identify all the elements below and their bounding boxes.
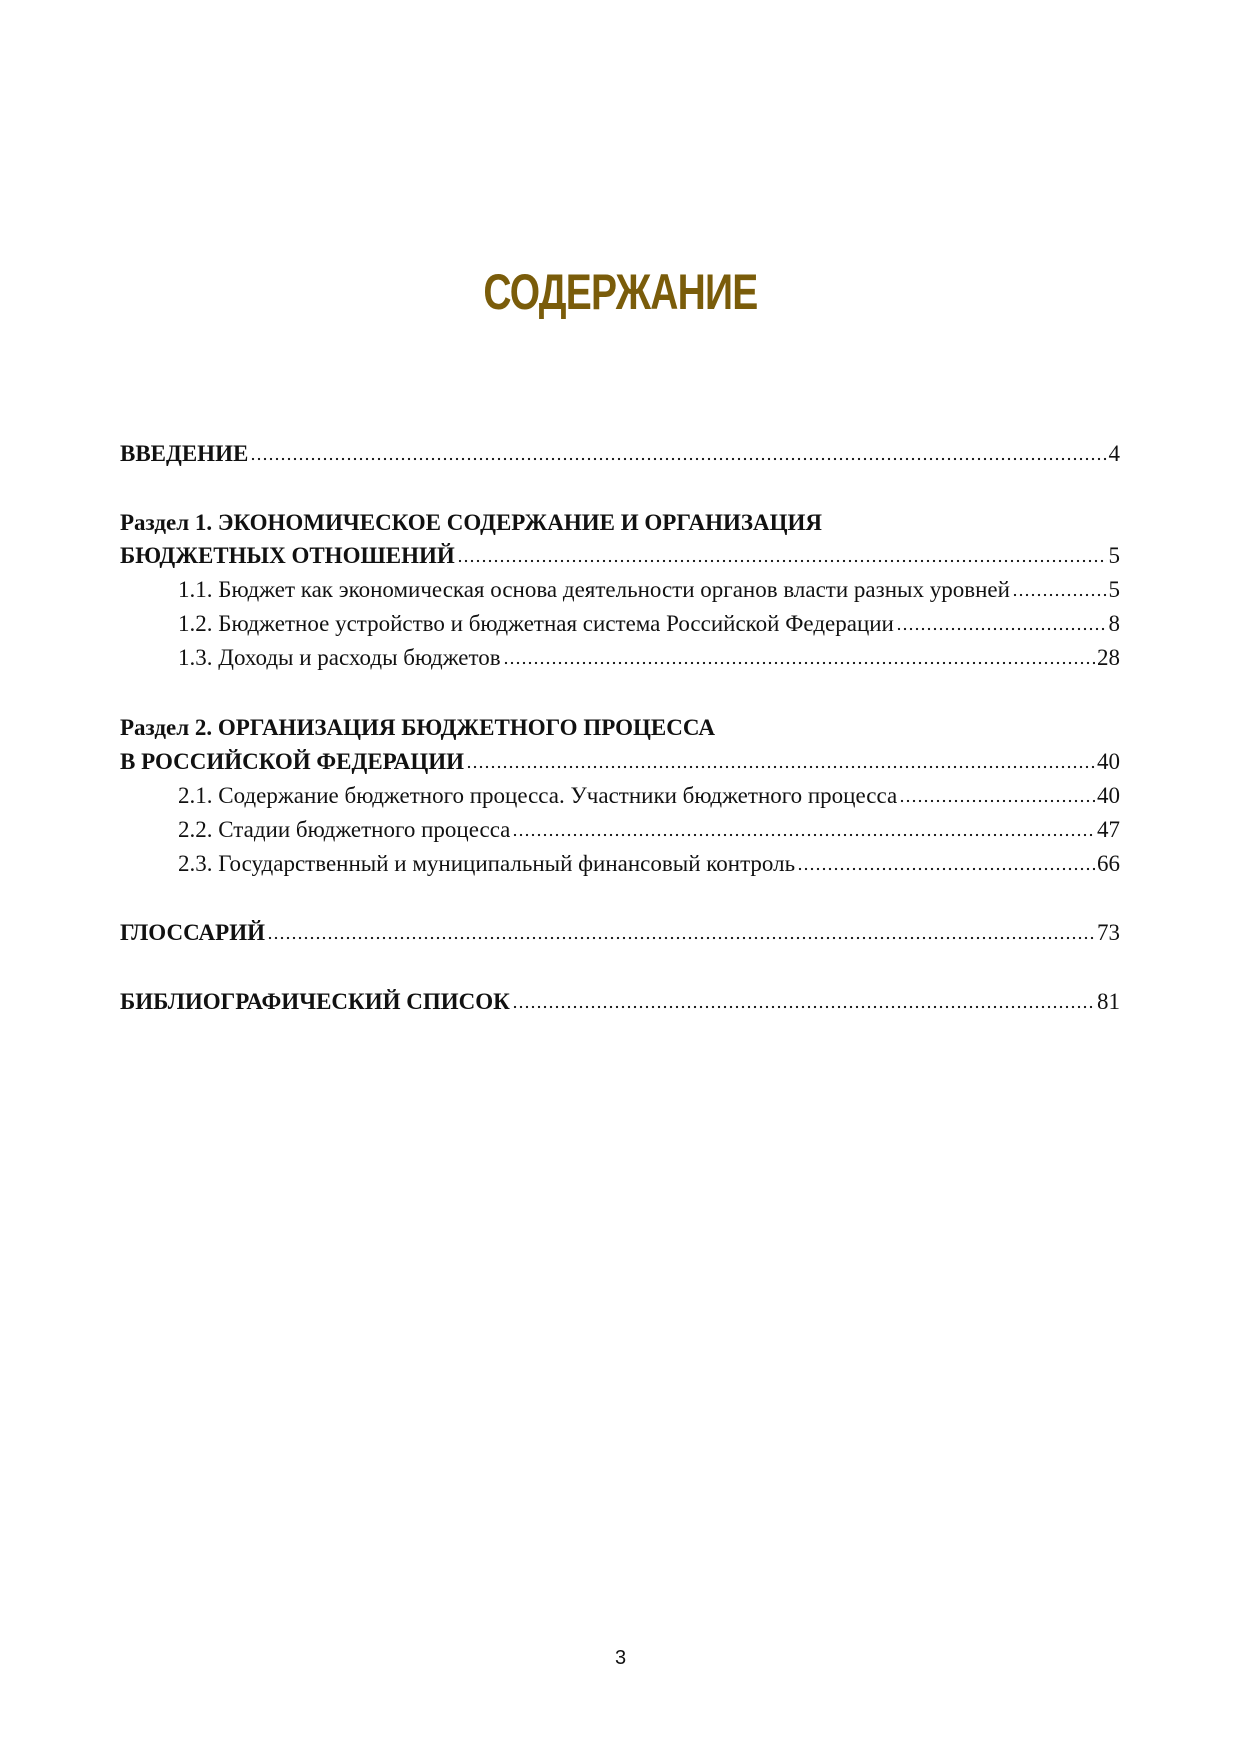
- toc-entry-title: 2.1. Содержание бюджетного процесса. Участники бюджетного процесса: [178, 783, 898, 808]
- toc-page-number: 8: [1108, 611, 1120, 636]
- toc-page-number: 40: [1097, 783, 1120, 808]
- toc-entry-section-1[interactable]: [120, 541, 1120, 571]
- toc-entry-2-1[interactable]: [178, 781, 1120, 811]
- toc-entry-2-3[interactable]: [178, 849, 1120, 879]
- dot-leader: [1012, 591, 1107, 599]
- toc-entry-title: 1.3. Доходы и расходы бюджетов: [178, 645, 501, 670]
- dot-leader: [896, 625, 1107, 633]
- toc-entry-title: 2.2. Стадии бюджетного процесса: [178, 817, 511, 842]
- toc-page-number: 4: [1108, 441, 1120, 466]
- toc-entry-title: 1.2. Бюджетное устройство и бюджетная система Российской Федерации: [178, 611, 894, 636]
- dot-leader: [503, 659, 1095, 667]
- toc-entry-title: БИБЛИОГРАФИЧЕСКИЙ СПИСОК: [120, 989, 510, 1014]
- toc-section-title-continued: БЮДЖЕТНЫХ ОТНОШЕНИЙ: [120, 543, 455, 568]
- toc-entry-1-3[interactable]: [178, 643, 1120, 673]
- toc-section-title: Раздел 2. ОРГАНИЗАЦИЯ БЮДЖЕТНОГО ПРОЦЕССА: [120, 715, 715, 740]
- dot-leader: [267, 934, 1095, 942]
- toc-page-number: 5: [1108, 543, 1120, 568]
- toc-entry-title: 2.3. Государственный и муниципальный финансовый контроль: [178, 851, 796, 876]
- toc-entry-title: 1.1. Бюджет как экономическая основа деятельности органов власти разных уровней: [178, 577, 1010, 602]
- dot-leader: [466, 763, 1095, 771]
- dot-leader: [899, 797, 1095, 805]
- toc-entry-2-2[interactable]: [178, 815, 1120, 845]
- toc-entry-1-1[interactable]: [178, 575, 1120, 605]
- toc-page-number: 66: [1097, 851, 1120, 876]
- page-number: 3: [614, 1647, 627, 1669]
- toc-section-title: Раздел 1. ЭКОНОМИЧЕСКОЕ СОДЕРЖАНИЕ И ОРГАНИЗАЦИЯ: [120, 510, 822, 535]
- toc-entry-glossary[interactable]: [120, 918, 1120, 948]
- page-title: СОДЕРЖАНИЕ: [483, 264, 758, 320]
- toc-page-number: 73: [1097, 920, 1120, 945]
- toc-entry-bibliography[interactable]: [120, 987, 1120, 1017]
- toc-section-title-continued: В РОССИЙСКОЙ ФЕДЕРАЦИИ: [120, 749, 465, 774]
- toc-section-1-heading: [120, 508, 1120, 538]
- toc-page-number: 81: [1097, 989, 1120, 1014]
- toc-entry-section-2[interactable]: [120, 747, 1120, 777]
- toc-section-2-heading: [120, 713, 1120, 743]
- toc-page-number: 28: [1097, 645, 1120, 670]
- dot-leader: [797, 865, 1095, 873]
- dot-leader: [512, 831, 1095, 839]
- toc-page-number: 40: [1097, 749, 1120, 774]
- toc-entry-title: ГЛОССАРИЙ: [120, 920, 265, 945]
- toc-page-number: 5: [1108, 577, 1120, 602]
- dot-leader: [512, 1003, 1095, 1011]
- dot-leader: [250, 455, 1106, 463]
- dot-leader: [457, 557, 1107, 565]
- toc-entry-title: ВВЕДЕНИЕ: [120, 441, 249, 466]
- toc-entry-introduction[interactable]: [120, 439, 1120, 469]
- toc-entry-1-2[interactable]: [178, 609, 1120, 639]
- toc-page-number: 47: [1097, 817, 1120, 842]
